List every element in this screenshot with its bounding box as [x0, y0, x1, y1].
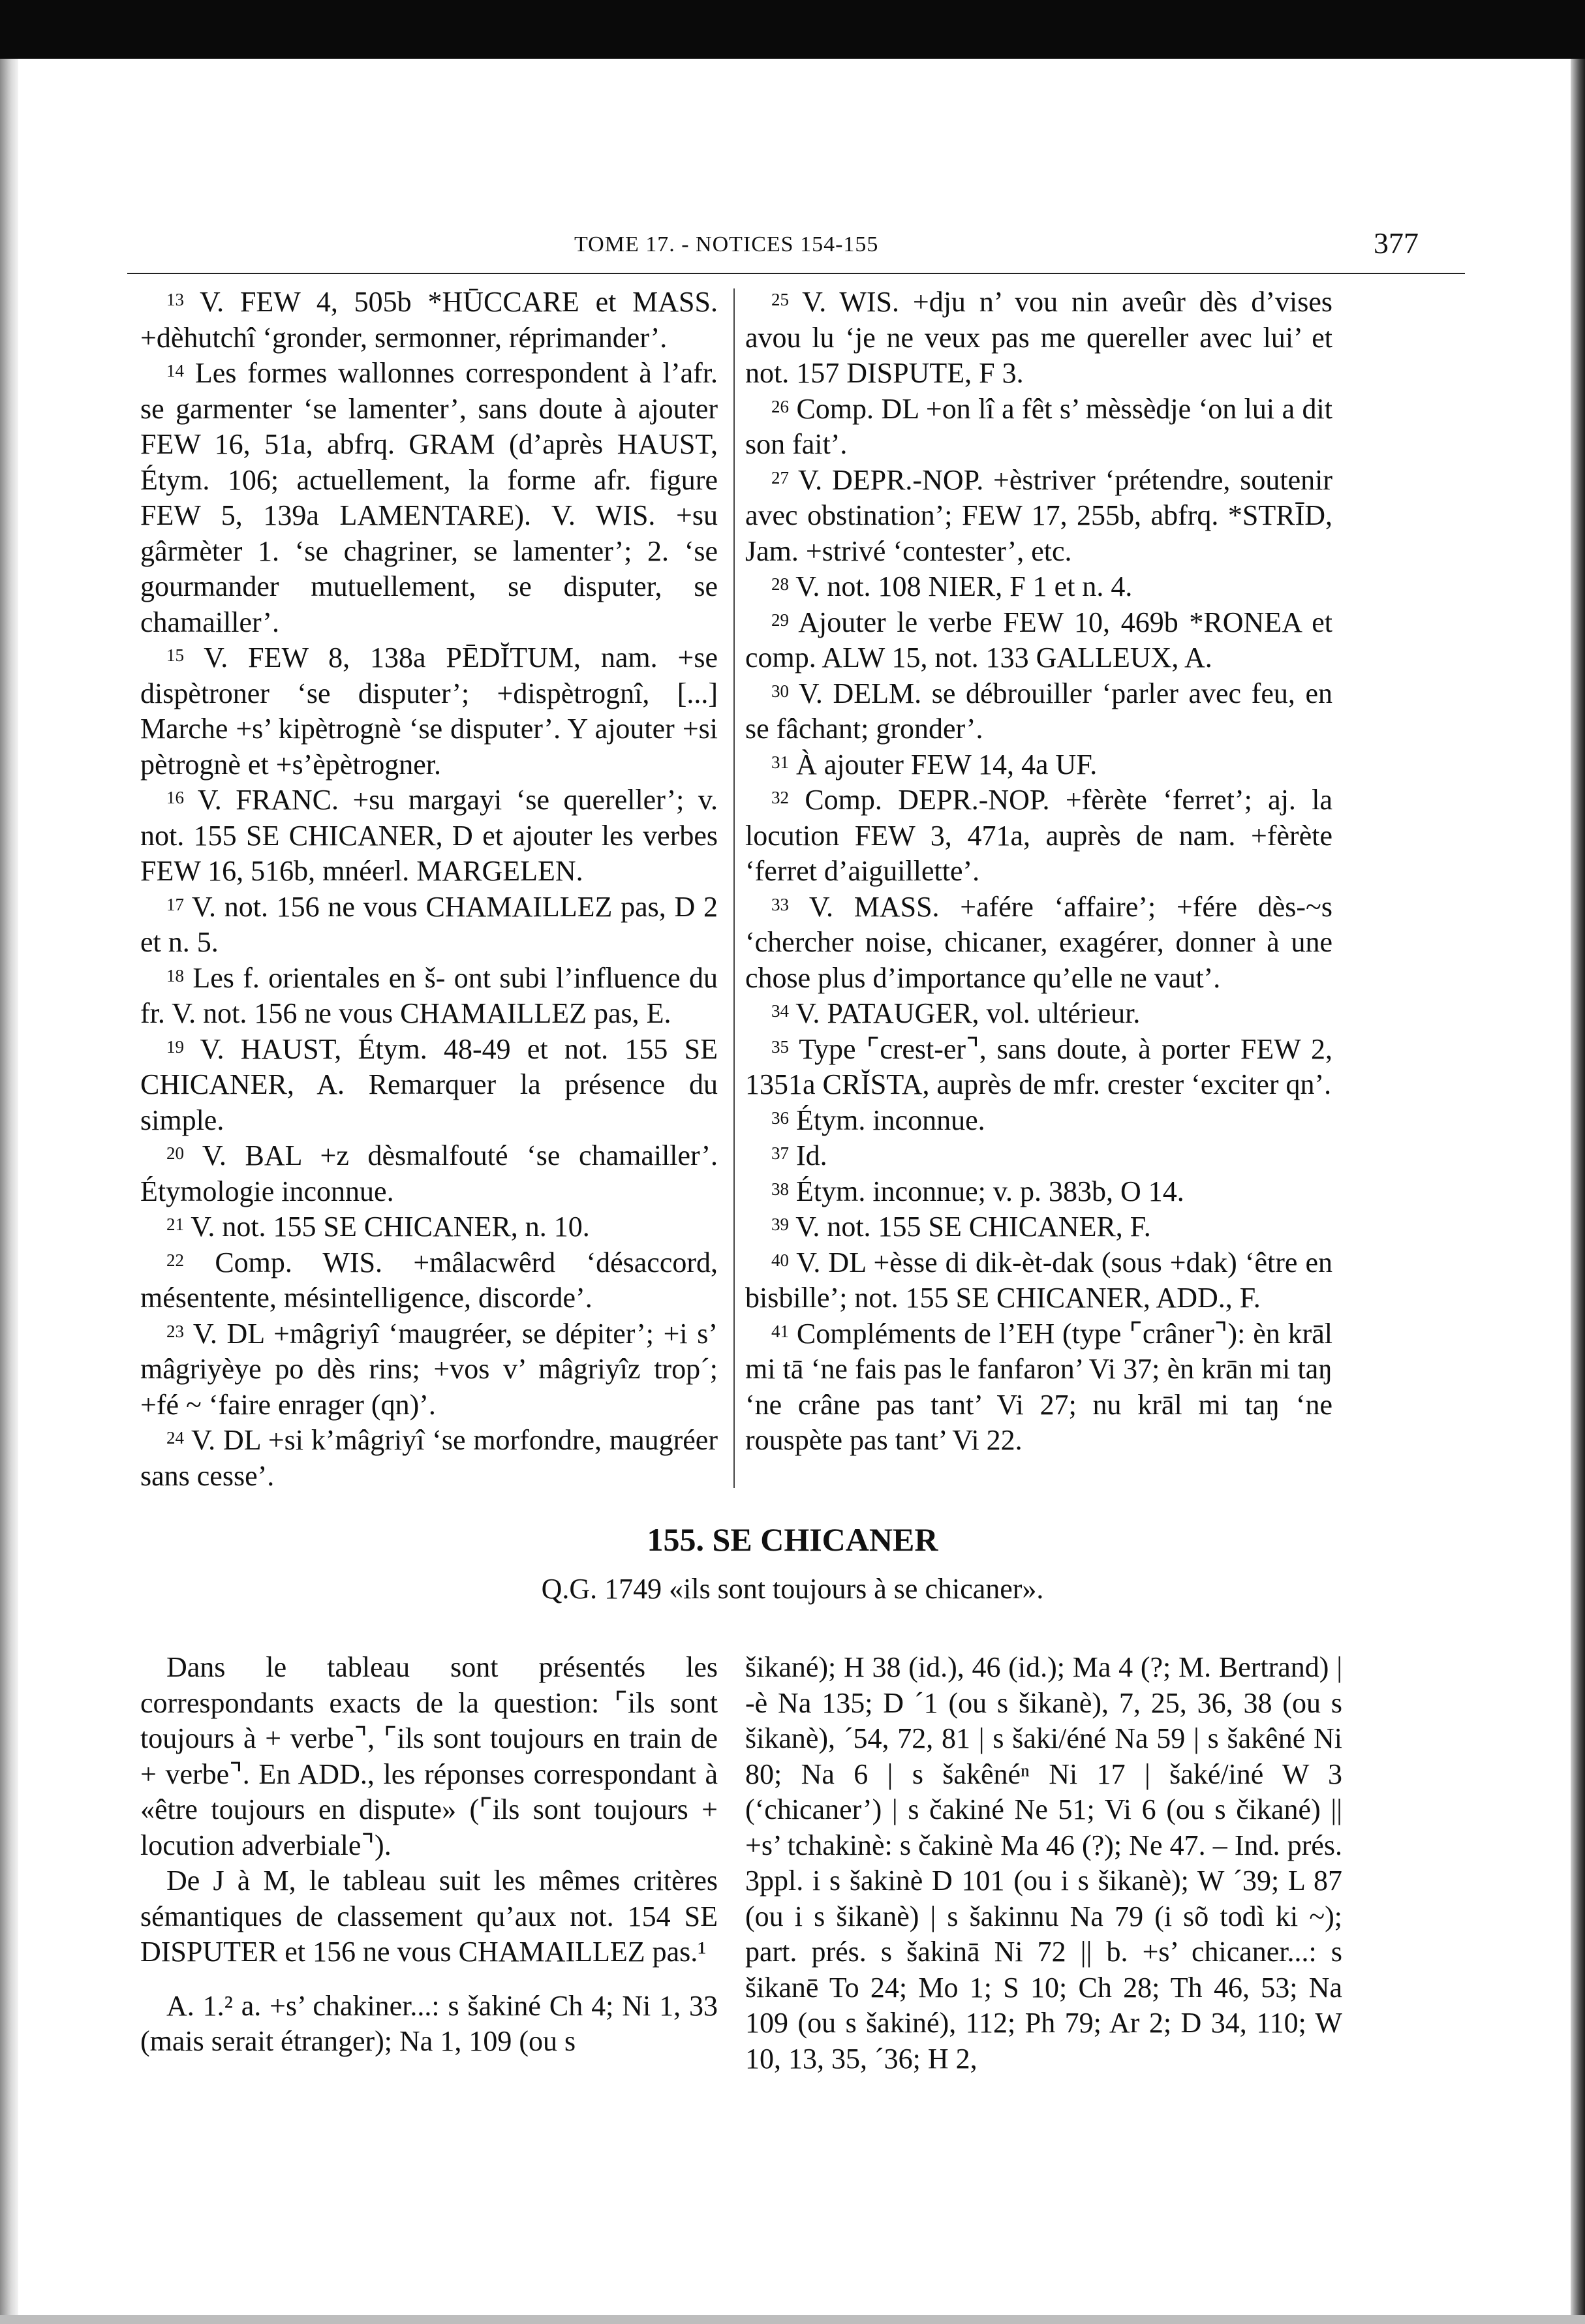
footnote: $^{33}$ V. MASS. +afére ‘affaire’; +fére dès-~s ‘chercher noise, chicaner, exagérer, donner à une chose plus d’importance qu’elle ne vaut’. [745, 890, 1332, 994]
footnote: $^{41}$ Compléments de l’EH (type ⌜crâner⌝): èn krāl mi tā ‘ne fais pas le fanfaron’ Vi 37; èn krān mi taŋ ‘ne crâne pas tant’ Vi 27; nu krāl mi taŋ ‘ne rouspète pas tant’ Vi 22. [745, 1317, 1333, 1456]
footnote: $^{14}$ Les formes wallonnes correspondent à l’afr. se garmenter ‘se lamenter’, sans doute à ajouter FEW 16, 51a, abfrq. GRAM (d’après HAUST, Étym. 106; actuellement, la forme afr. figure FEW 5, 139a LAMENTARE). V. WIS. +su gârmèter 1. ‘se chagriner, se lamenter’; 2. ‘se gourmander mutuellement, se disputer, se chamailler’. [140, 357, 718, 638]
page-number: 377 [1374, 226, 1419, 260]
header-rule [127, 273, 1465, 274]
scan-top-border [0, 0, 1585, 59]
footnote: $^{18}$ Les f. orientales en š- ont subi l’influence du fr. V. not. 156 ne vous CHAMAILLEZ pas, E. [140, 961, 718, 1029]
footnotes-right-column [745, 285, 1332, 1459]
section-title: 155. SE CHICANER [647, 1521, 938, 1558]
footnotes-left-column [140, 285, 718, 1494]
footnote: $^{32}$ Comp. DEPR.-NOP. +fèrète ‘ferret’; aj. la locution FEW 3, 471a, auprès de nam. +fèrète ‘ferret d’aiguillette’. [745, 784, 1332, 887]
footnote: $^{38}$ Étym. inconnue; v. p. 383b, O 14. [771, 1175, 1184, 1207]
footnote: $^{25}$ V. WIS. +dju n’ vou nin aveûr dès d’vises avou lu ‘je ne veux pas me quereller avec lui’ et not. 157 DISPUTE, F 3. [745, 286, 1332, 389]
footnote: $^{13}$ V. FEW 4, 505b *HŪCCARE et MASS. +dèhutchî ‘gronder, sermonner, réprimander’. [140, 286, 718, 354]
body-paragraph: A. 1.² a. +s’ chakiner...: s šakiné Ch 4; Ni 1, 33 (mais serait étranger); Na 1, 109 (ou s [140, 1989, 718, 2057]
footnote: $^{30}$ V. DELM. se débrouiller ‘parler avec feu, en se fâchant; gronder’. [745, 677, 1332, 745]
footnote: $^{19}$ V. HAUST, Étym. 48-49 et not. 155 SE CHICANER, A. Remarquer la présence du simple. [140, 1032, 718, 1136]
footnote: $^{31}$ À ajouter FEW 14, 4a UF. [771, 748, 1098, 781]
footnote: $^{20}$ V. BAL +z dèsmalfouté ‘se chamailler’. Étymologie inconnue. [140, 1139, 718, 1207]
scan-bottom-edge [0, 2315, 1585, 2324]
footnote: $^{34}$ V. PATAUGER, vol. ultérieur. [771, 997, 1141, 1029]
body-paragraph: Dans le tableau sont présentés les correspondants exacts de la question: ⌜ils sont toujours à + verbe⌝, ⌜ils sont toujours en train de + verbe⌝. En ADD., les réponses correspondant à «être toujours en dispute» (⌜ils sont toujours + locution adverbiale⌝). [140, 1651, 718, 1861]
footnote: $^{16}$ V. FRANC. +su margayi ‘se quereller’; v. not. 155 SE CHICANER, D et ajouter les verbes FEW 16, 516b, mnéerl. MARGELEN. [140, 784, 718, 887]
footnote: $^{36}$ Étym. inconnue. [771, 1104, 985, 1136]
footnote: $^{24}$ V. DL +si k’mâgriyî ‘se morfondre, maugréer sans cesse’. [140, 1424, 718, 1492]
body-left-column [140, 1650, 718, 2060]
footnote: $^{35}$ Type ⌜crest-er⌝, sans doute, à porter FEW 2, 1351a CRĬSTA, auprès de mfr. crester ‘exciter qn’. [745, 1032, 1332, 1100]
footnote: $^{29}$ Ajouter le verbe FEW 10, 469b *RONEA et comp. ALW 15, not. 133 GALLEUX, A. [745, 606, 1332, 674]
footnote: $^{28}$ V. not. 108 NIER, F 1 et n. 4. [771, 570, 1133, 602]
footnote: $^{21}$ V. not. 155 SE CHICANER, n. 10. [166, 1211, 590, 1243]
body-right-column [745, 1650, 1342, 2077]
paragraph-gap [140, 1970, 718, 1989]
body-paragraph: šikané); H 38 (id.), 46 (id.); Ma 4 (?; M. Bertrand) | -è Na 135; D ´1 (ou s šikanè), 7, 25, 36, 38 (ou s šikanè), ´54, 72, 81 | s šaki/éné Na 59 | s šakêné Ni 80; Na 6 | s šakênéⁿ Ni 17 | šaké/iné W 3 (‘chicaner’) | s čakiné Ne 51; Vi 6 (ou s čikané) || +s’ tchakinè: s čakinè Ma 46 (?); Ne 47. – Ind. prés. 3ppl. i s šakinè D 101 (ou i s šikanè); W ´39; L 87 (ou i s šikanè) | s šakinnu Na 79 (i sõ todì ki ~); part. prés. s šakinā Ni 72 || b. +s’ chicaner...: s šikanē To 24; Mo 1; S 10; Ch 28; Th 46, 53; Na 109 (ou s šakiné), 112; Ph 79; Ar 2; D 34, 110; W 10, 13, 35, ´36; H 2, [745, 1651, 1342, 2075]
body-paragraph: De J à M, le tableau suit les mêmes critères sémantiques de classement qu’aux not. 154 SE DISPUTER et 156 ne vous CHAMAILLEZ pas.¹ [140, 1865, 718, 1968]
scan-right-edge [1571, 59, 1585, 2324]
section-subtitle: Q.G. 1749 «ils sont toujours à se chicaner». [541, 1573, 1044, 1605]
footnote: $^{22}$ Comp. WIS. +mâlacwêrd ‘désaccord, mésentente, mésintelligence, discorde’. [140, 1246, 718, 1314]
footnote: $^{37}$ Id. [771, 1139, 827, 1171]
scan-left-edge [0, 59, 18, 2324]
footnote: $^{23}$ V. DL +mâgriyî ‘maugréer, se dépiter’; +i s’ mâgriyèye po dès rins; +vos v’ mâgriyîz trop´; +fé ~ ‘faire enrager (qn)’. [140, 1317, 718, 1421]
footnote: $^{40}$ V. DL +èsse di dik-èt-dak (sous +dak) ‘être en bisbille’; not. 155 SE CHICANER, ADD., F. [745, 1246, 1332, 1314]
footnote: $^{15}$ V. FEW 8, 138a PĒDĬTUM, nam. +se dispètroner ‘se disputer’; +dispètrognî, [...] Marche +s’ kipètrognè ‘se disputer’. Y ajouter +si pètrognè et +s’èpètrogner. [140, 642, 718, 781]
footnote: $^{26}$ Comp. DL +on lî a fêt s’ mèssèdje ‘on lui a dit son fait’. [745, 392, 1333, 460]
footnote: $^{39}$ V. not. 155 SE CHICANER, F. [771, 1211, 1151, 1243]
running-head: TOME 17. - NOTICES 154-155 [574, 232, 879, 256]
footnote: $^{17}$ V. not. 156 ne vous CHAMAILLEZ pas, D 2 et n. 5. [140, 890, 718, 958]
column-divider [733, 288, 735, 1488]
footnote: $^{27}$ V. DEPR.-NOP. +èstriver ‘prétendre, soutenir avec obstination’; FEW 17, 255b, abfrq. *STRĪD, Jam. +strivé ‘contester’, etc. [745, 463, 1332, 567]
